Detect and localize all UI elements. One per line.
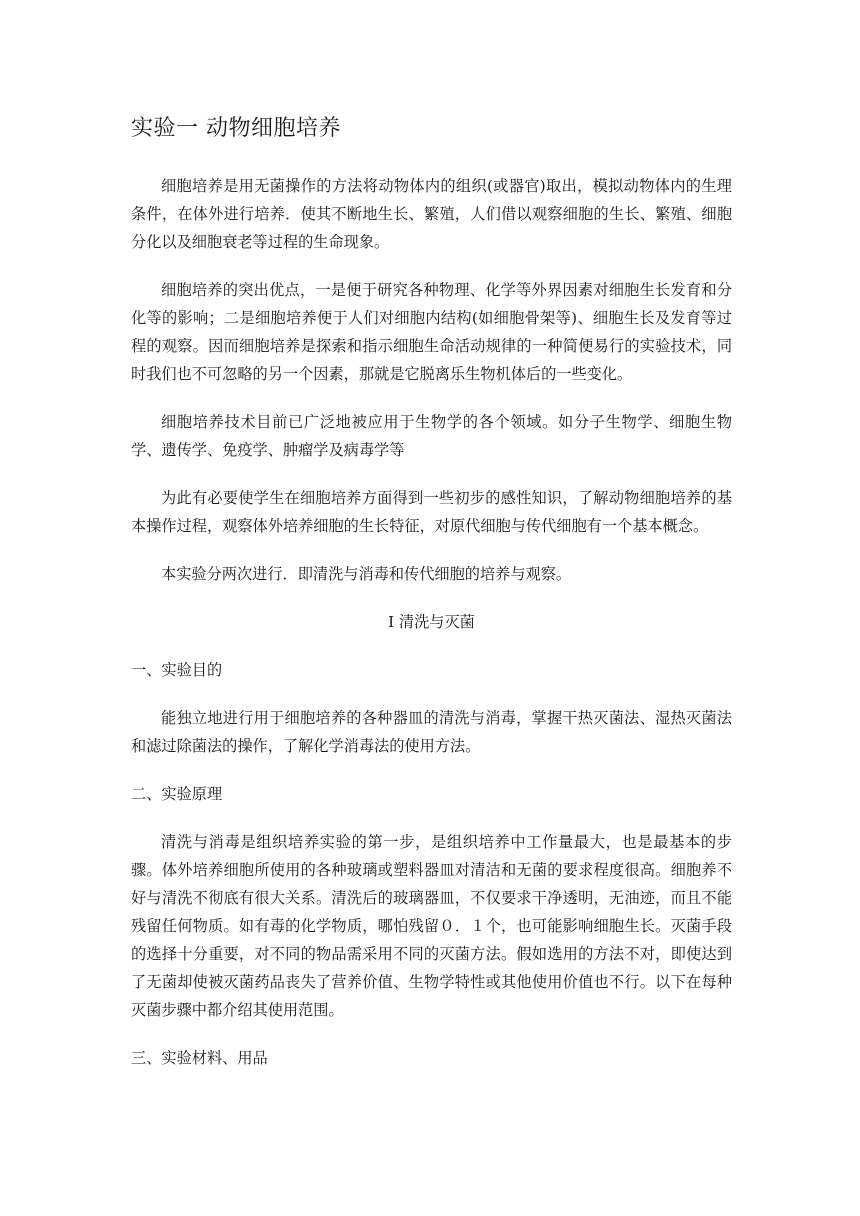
- intro-paragraph-5: 本实验分两次进行．即清洗与消毒和传代细胞的培养与观察。: [161, 565, 572, 583]
- intro-paragraph-3: 细胞培养技术目前已广泛地被应用于生物学的各个领域。如分子生物学、细胞生物学、遗传学、免疫学、肿瘤学及病毒学等: [131, 413, 732, 459]
- document-title: 实验一 动物细胞培养: [131, 116, 341, 141]
- principle-paragraph: 清洗与消毒是组织培养实验的第一步，是组织培养中工作量最大，也是最基本的步骤。体外培养细胞所使用的各种玻璃或塑料器皿对清洁和无菌的要求程度很高。细胞养不好与清洗不彻底有很大关系。清洗后的玻璃器皿，不仅要求干净透明，无油迹，而且不能残留任何物质。如有毒的化学物质，哪怕残留０．１个，也可能影响细胞生长。灭菌手段的选择十分重要，对不同的物品需采用不同的灭菌方法。假如选用的方法不对，即使达到了无菌却使被灭菌药品丧失了营养价值、生物学特性或其他使用价值也不行。以下在每种灭菌步骤中都介绍其使用范围。: [131, 833, 732, 1019]
- document-body: [131, 116, 732, 1092]
- heading-materials: 三、实验材料、用品: [131, 1049, 268, 1067]
- intro-paragraph-1: 细胞培养是用无菌操作的方法将动物体内的组织(或器官)取出，模拟动物体内的生理条件，在体外进行培养．使其不断地生长、繁殖，人们借以观察细胞的生长、繁殖、细胞分化以及细胞衰老等过程的生命现象。: [131, 177, 732, 251]
- intro-paragraph-4: 为此有必要使学生在细胞培养方面得到一些初步的感性知识，了解动物细胞培养的基本操作过程，观察体外培养细胞的生长特征，对原代细胞与传代细胞有一个基本概念。: [131, 489, 732, 535]
- heading-principle: 二、实验原理: [131, 785, 223, 803]
- purpose-paragraph: 能独立地进行用于细胞培养的各种器皿的清洗与消毒，掌握干热灭菌法、湿热灭菌法和滤过除菌法的操作，了解化学消毒法的使用方法。: [131, 709, 732, 755]
- section-title: I 清洗与灭菌: [388, 613, 475, 631]
- intro-paragraph-2: 细胞培养的突出优点，一是便于研究各种物理、化学等外界因素对细胞生长发育和分化等的影响；二是细胞培养便于人们对细胞内结构(如细胞骨架等)、细胞生长及发育等过程的观察。因而细胞培养是探索和指示细胞生命活动规律的一种简便易行的实验技术，同时我们也不可忽略的另一个因素，那就是它脱离乐生物机体后的一些变化。: [131, 281, 732, 383]
- heading-purpose: 一、实验目的: [131, 661, 223, 679]
